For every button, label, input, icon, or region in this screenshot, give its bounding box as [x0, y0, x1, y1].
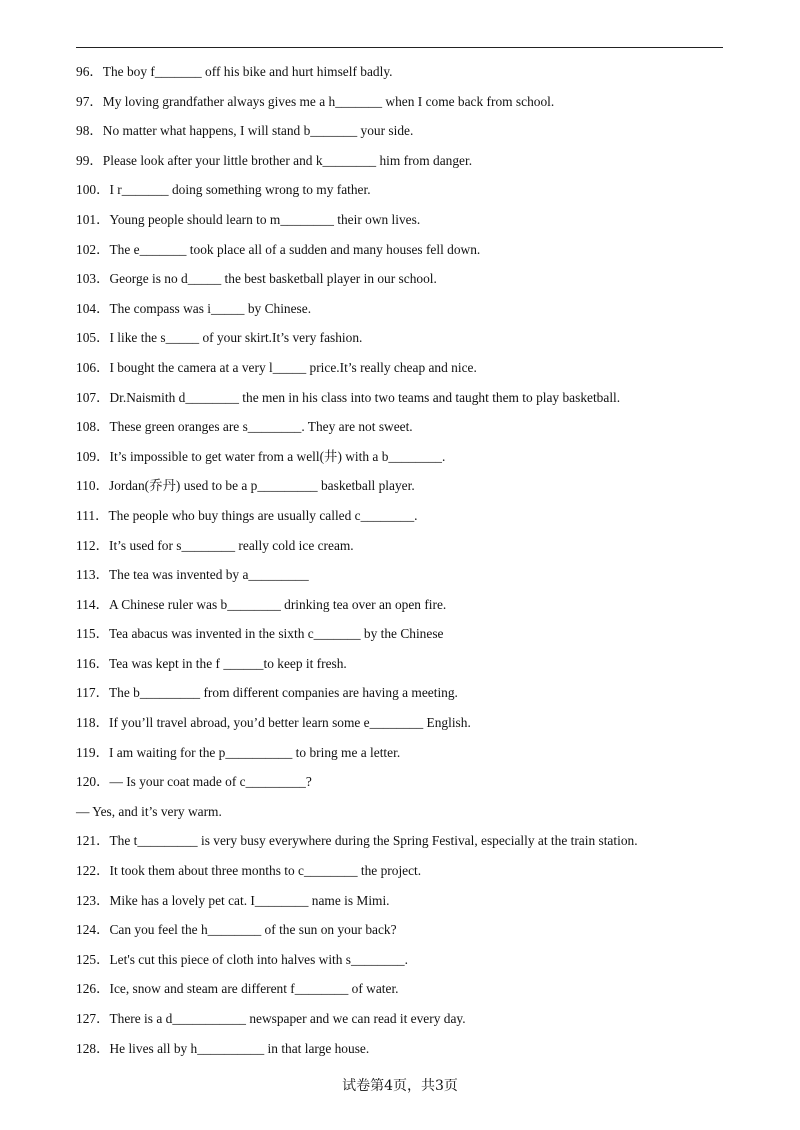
question-text: These green oranges are s________. They are not sweet. [109, 419, 413, 435]
question-text: Young people should learn to m________ their own lives. [109, 211, 421, 227]
question-number: 115． [76, 626, 109, 642]
question-item [76, 531, 716, 561]
question-item [76, 945, 716, 975]
question-item [76, 116, 716, 146]
question-item [76, 678, 716, 708]
question-text: Tea was kept in the f ______to keep it fresh. [108, 655, 347, 671]
question-item [76, 383, 716, 413]
question-list [76, 57, 716, 1063]
question-number: 106． [76, 359, 110, 375]
question-number: 108． [76, 419, 110, 435]
question-number: 112． [76, 537, 109, 553]
question-number: 120． [76, 774, 110, 790]
question-text: It’s used for s________ really cold ice cream. [108, 537, 354, 553]
question-text: If you’ll travel abroad, you’d better learn some e________ English. [108, 715, 471, 731]
question-number: 117． [76, 685, 109, 701]
question-number: 114． [76, 596, 109, 612]
question-item [76, 1004, 716, 1034]
question-text: The e_______ took place all of a sudden and many houses fell down. [109, 241, 481, 257]
question-item [76, 826, 716, 856]
question-item [76, 264, 716, 294]
question-item [76, 323, 716, 353]
question-item [76, 146, 716, 176]
question-item [76, 235, 716, 265]
question-number: 118． [76, 715, 109, 731]
question-item [76, 1034, 716, 1064]
question-text: — Is your coat made of c_________? [109, 774, 312, 790]
question-item [76, 590, 716, 620]
question-item [76, 649, 716, 679]
question-number: 119． [76, 744, 109, 760]
question-number: 103． [76, 271, 110, 287]
question-text: George is no d_____ the best basketball player in our school. [109, 271, 437, 287]
question-number: 126． [76, 981, 110, 997]
question-item [76, 442, 716, 472]
question-text: Can you feel the h________ of the sun on your back? [109, 922, 397, 938]
question-number: 127． [76, 1011, 110, 1026]
question-text: It’s impossible to get water from a well(井) with a b________. [109, 448, 446, 464]
question-text: The t_________ is very busy everywhere during the Spring Festival, especially at the train station. [109, 833, 638, 849]
question-number: 121． [76, 833, 110, 849]
question-number: 123． [76, 892, 110, 908]
question-number: 99． [76, 152, 103, 168]
question-text: Mike has a lovely pet cat. I________ name is Mimi. [109, 892, 390, 908]
page-footer: 试卷第4页，共3页 [342, 1078, 458, 1094]
question-text: There is a d___________ newspaper and we can read it every day. [109, 1011, 466, 1026]
question-text: — Yes, and it’s very warm. [76, 803, 222, 819]
question-text: No matter what happens, I will stand b_______ your side. [102, 123, 414, 139]
question-text: It took them about three months to c________ the project. [109, 863, 422, 879]
question-text: The tea was invented by a_________ [108, 567, 309, 583]
question-text: He lives all by h__________ in that large house. [109, 1040, 370, 1056]
header-rule [76, 47, 723, 48]
question-item [76, 57, 716, 87]
question-text: My loving grandfather always gives me a h_______ when I come back from school. [102, 93, 555, 109]
question-text: I am waiting for the p__________ to bring me a letter. [108, 744, 401, 760]
question-text: Let's cut this piece of cloth into halves with s________. [109, 951, 408, 967]
question-number: 111． [76, 507, 109, 523]
question-number: 124． [76, 922, 110, 938]
question-text: The compass was i_____ by Chinese. [109, 300, 312, 316]
question-text: I r_______ doing something wrong to my father. [109, 182, 371, 198]
question-number: 122． [76, 863, 110, 879]
question-text: The boy f_______ off his bike and hurt himself badly. [102, 64, 393, 79]
question-item [76, 767, 716, 797]
question-number: 107． [76, 389, 110, 405]
question-item [76, 974, 716, 1004]
question-text: Jordan(乔丹) used to be a p_________ basketball player. [108, 478, 415, 494]
question-number: 102． [76, 241, 110, 257]
question-number: 96． [76, 64, 103, 79]
question-item [76, 856, 716, 886]
question-number: 101． [76, 211, 110, 227]
question-text: Ice, snow and steam are different f________ of water. [109, 981, 399, 997]
question-number: 98． [76, 123, 103, 139]
question-number: 97． [76, 93, 103, 109]
question-number: 109． [76, 448, 110, 464]
question-text: The people who buy things are usually called c________. [108, 507, 418, 523]
question-text: Tea abacus was invented in the sixth c_______ by the Chinese [108, 626, 444, 642]
question-item [76, 294, 716, 324]
question-item [76, 501, 716, 531]
question-item [76, 471, 716, 501]
question-item [76, 205, 716, 235]
question-text: I like the s_____ of your skirt.It’s very fashion. [109, 330, 363, 346]
question-item [76, 619, 716, 649]
question-item [76, 175, 716, 205]
question-item [76, 353, 716, 383]
question-text: I bought the camera at a very l_____ price.It’s really cheap and nice. [109, 359, 477, 375]
question-number: 116． [76, 655, 109, 671]
question-item [76, 560, 716, 590]
question-item [76, 87, 716, 117]
question-number: 104． [76, 300, 110, 316]
question-item [76, 708, 716, 738]
question-item [76, 886, 716, 916]
question-number: 105． [76, 330, 110, 346]
question-text: The b_________ from different companies are having a meeting. [108, 685, 458, 701]
question-number: 128． [76, 1040, 110, 1056]
question-item [76, 412, 716, 442]
question-item [76, 738, 716, 768]
question-text: Dr.Naismith d________ the men in his class into two teams and taught them to play basketball. [109, 389, 621, 405]
question-number: 110． [76, 478, 109, 494]
question-text: A Chinese ruler was b________ drinking tea over an open fire. [108, 596, 447, 612]
question-number: 113． [76, 567, 109, 583]
question-item [76, 797, 716, 827]
question-item [76, 915, 716, 945]
question-number: 125． [76, 951, 110, 967]
question-number: 100． [76, 182, 110, 198]
question-text: Please look after your little brother and k________ him from danger. [102, 152, 473, 168]
